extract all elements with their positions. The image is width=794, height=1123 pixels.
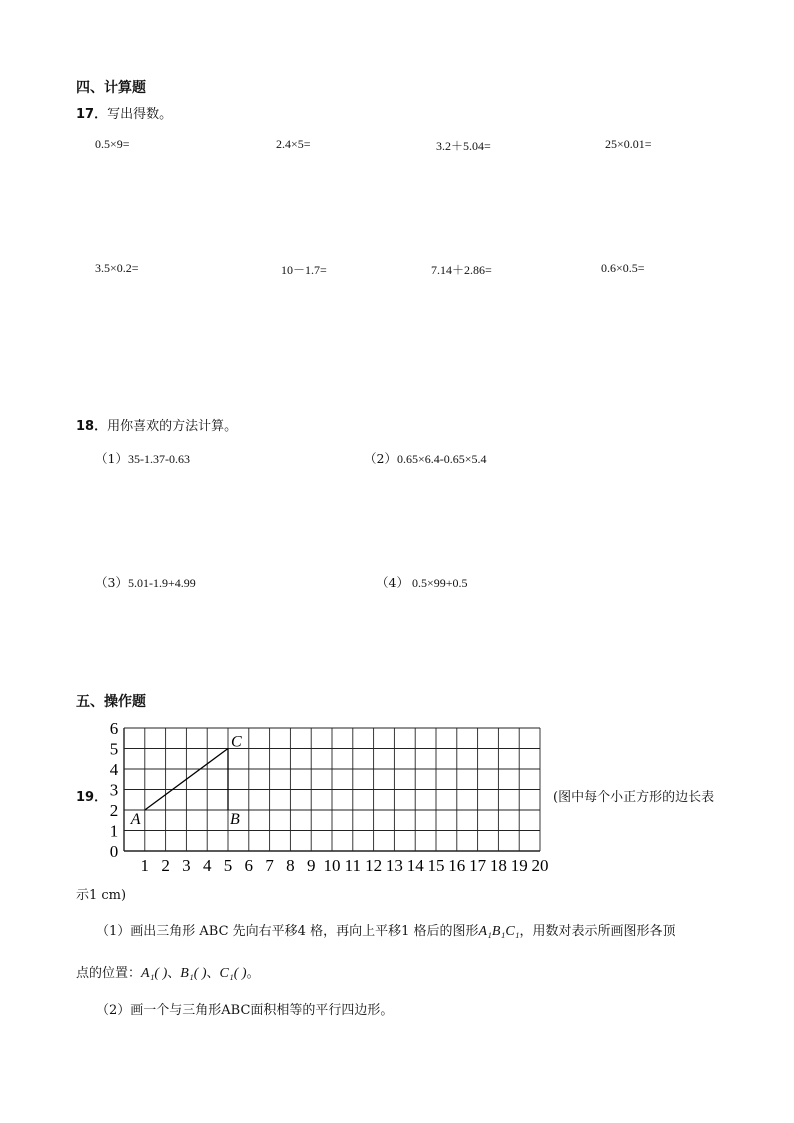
x-tick-label: 13 <box>385 856 403 874</box>
x-tick-label: 19 <box>510 856 528 874</box>
part-1-text-b: ，用数对表示所画图形各顶 <box>519 924 676 939</box>
x-tick-label: 14 <box>406 856 424 874</box>
x-tick-label: 5 <box>223 856 233 874</box>
shape-a1b1c1: A₁B₁C₁ <box>478 924 520 939</box>
sub-expr: 35-1.37-0.63 <box>127 452 190 466</box>
y-tick-label: 0 <box>109 842 119 861</box>
question-number: 19． <box>76 790 108 805</box>
calc-item: 25×0.01= <box>605 137 652 151</box>
sub-question-4 <box>376 573 468 591</box>
point-b1-blank[interactable]: B₁( ) <box>180 966 207 981</box>
part-1-text-c: 点的位置： <box>76 966 142 981</box>
sub-expr: 0.65×6.4-0.65×5.4 <box>396 452 487 466</box>
part-1-line2 <box>76 962 260 982</box>
part-1-line1 <box>96 920 676 940</box>
x-tick-label: 4 <box>202 856 212 874</box>
x-tick-label: 7 <box>265 856 274 874</box>
x-tick-label: 9 <box>306 856 316 874</box>
question-number: 18． <box>76 419 108 434</box>
sub-label: （1） <box>95 451 128 466</box>
sub-question-3 <box>95 573 196 591</box>
calc-item: 10－1.7= <box>281 263 327 277</box>
question-17 <box>76 103 172 122</box>
question-prompt: 用你喜欢的方法计算。 <box>107 419 238 434</box>
coordinate-grid <box>104 718 554 874</box>
y-tick-label: 4 <box>109 760 119 779</box>
point-c1-blank[interactable]: C₁( ) <box>219 966 247 981</box>
point-label-b: B <box>230 811 240 828</box>
question-prompt: 写出得数。 <box>107 107 173 122</box>
calc-item: 7.14＋2.86= <box>431 263 492 277</box>
separator: 、 <box>167 966 181 981</box>
x-tick-label: 16 <box>448 856 466 874</box>
sub-label: （3） <box>95 575 128 590</box>
question-19-number <box>76 786 107 805</box>
x-tick-label: 20 <box>531 856 549 874</box>
x-tick-label: 17 <box>469 856 487 874</box>
sub-expr: 5.01-1.9+4.99 <box>127 576 196 590</box>
point-label-a: A <box>130 811 141 828</box>
calc-item: 0.6×0.5= <box>601 261 645 275</box>
section-title-operation: 五、操作题 <box>76 694 146 710</box>
x-tick-label: 2 <box>161 856 170 874</box>
sub-question-2 <box>364 449 486 467</box>
x-tick-label: 12 <box>365 856 383 874</box>
x-tick-label: 11 <box>344 856 361 874</box>
x-tick-label: 8 <box>286 856 295 874</box>
separator: 、 <box>206 966 220 981</box>
question-18 <box>76 415 237 434</box>
y-tick-label: 5 <box>109 739 119 759</box>
x-tick-label: 1 <box>140 856 150 874</box>
calc-item: 3.2＋5.04= <box>436 139 491 153</box>
y-tick-label: 1 <box>109 821 119 841</box>
y-tick-label: 3 <box>109 780 119 800</box>
sub-question-1 <box>95 449 190 467</box>
question-number: 17． <box>76 107 108 122</box>
grid-caption: (图中每个小正方形的边长表 <box>553 790 715 805</box>
point-label-c: C <box>231 733 242 751</box>
part-2: （2）画一个与三角形ABC面积相等的平行四边形。 <box>96 1003 394 1018</box>
calc-item: 3.5×0.2= <box>95 261 139 275</box>
sub-label: （4） <box>376 575 409 590</box>
point-a1-blank[interactable]: A₁( ) <box>141 966 168 981</box>
part-1-text: （1）画出三角形 ABC 先向右平移4 格，再向上平移1 格后的图形 <box>96 924 479 939</box>
y-tick-label: 6 <box>109 719 119 738</box>
x-tick-label: 3 <box>182 856 191 874</box>
calc-item: 0.5×9= <box>95 137 130 151</box>
y-tick-label: 2 <box>109 801 119 820</box>
x-tick-label: 6 <box>244 856 254 874</box>
sub-expr: 0.5×99+0.5 <box>408 576 468 590</box>
period: 。 <box>246 966 260 981</box>
x-tick-label: 18 <box>489 856 507 874</box>
section-title-calc: 四、计算题 <box>76 80 146 96</box>
calc-item: 2.4×5= <box>276 137 311 151</box>
x-tick-label: 15 <box>427 856 445 874</box>
sub-label: （2） <box>364 451 397 466</box>
x-tick-label: 10 <box>323 856 341 874</box>
grid-caption-cont: 示1 cm) <box>76 888 127 903</box>
